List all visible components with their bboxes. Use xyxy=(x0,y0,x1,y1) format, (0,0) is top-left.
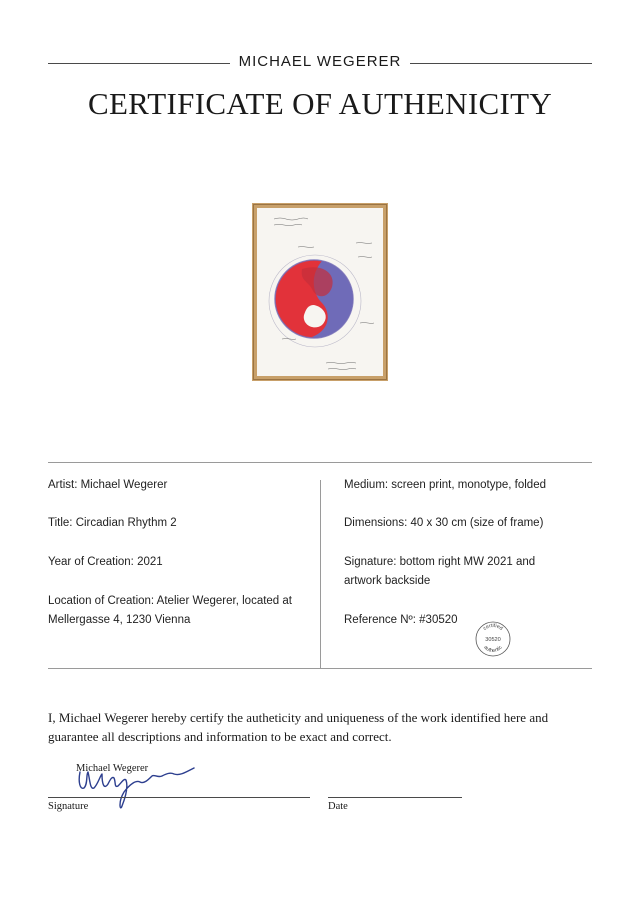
details-top-rule xyxy=(48,462,592,463)
artist-name-header: MICHAEL WEGERER xyxy=(238,53,402,70)
stamp-bottom-text: authentic xyxy=(482,644,504,655)
signer-name: Michael Wegerer xyxy=(76,763,149,774)
signature-field: Signature: bottom right MW 2021 and artwork backside xyxy=(344,556,536,587)
reference-field: Reference Nº: #30520 xyxy=(344,614,458,626)
signature-label: Signature xyxy=(48,801,89,812)
date-label: Date xyxy=(328,801,348,812)
svg-text:certified xyxy=(482,623,504,632)
svg-text:authentic xyxy=(482,644,503,654)
signature-line xyxy=(48,797,310,798)
artist-field: Artist: Michael Wegerer xyxy=(48,479,168,491)
dimensions-field: Dimensions: 40 x 30 cm (size of frame) xyxy=(344,517,544,529)
medium-field: Medium: screen print, monotype, folded xyxy=(344,479,546,491)
certificate-title: CERTIFICATE OF AUTHENICITY xyxy=(87,86,553,121)
certified-authentic-stamp xyxy=(474,620,512,658)
title-field: Title: Circadian Rhythm 2 xyxy=(48,517,177,529)
handwritten-signature xyxy=(74,762,204,818)
date-line xyxy=(328,797,462,798)
stamp-top-text: certified xyxy=(482,622,504,632)
details-column-divider xyxy=(320,480,321,668)
artwork-image xyxy=(252,203,388,381)
certification-statement: I, Michael Wegerer hereby certify the autheticity and uniqueness of the work identified here and guarantee all descriptions and information to be exact and correct. xyxy=(48,710,549,744)
stamp-number: 30520 xyxy=(485,637,501,643)
year-field: Year of Creation: 2021 xyxy=(48,556,163,568)
location-field: Location of Creation: Atelier Wegerer, located at Mellergasse 4, 1230 Vienna xyxy=(48,595,292,626)
details-bottom-rule xyxy=(48,668,592,669)
